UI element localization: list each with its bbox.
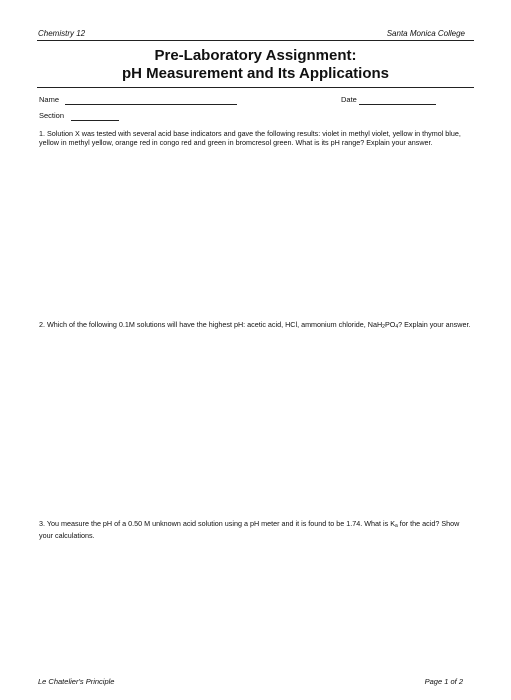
date-blank[interactable]: [359, 104, 436, 105]
question-2-subscript-2: 4: [395, 324, 399, 330]
date-label: Date: [341, 95, 357, 104]
page-title-line-2: pH Measurement and Its Applications: [122, 65, 389, 82]
question-2-text-a: 2. Which of the following 0.1M solutions will have the highest pH: acetic acid, HCl, ammonium chloride, NaH: [39, 320, 383, 329]
name-label: Name: [39, 95, 60, 104]
name-blank[interactable]: [65, 104, 237, 105]
section-label: Section: [39, 111, 65, 120]
course-header: Chemistry 12: [38, 29, 86, 38]
question-3: [39, 519, 471, 540]
footer-topic: Le Chatelier's Principle: [38, 677, 115, 686]
title-rule: [37, 87, 474, 88]
question-2-text-b: PO: [384, 320, 396, 329]
question-3-text-b: for the acid? Show your calculations.: [39, 519, 460, 541]
school-header: Santa Monica College: [386, 29, 465, 38]
question-2-subscript-1: 2: [382, 324, 385, 330]
header-rule: [37, 40, 474, 41]
page-number: Page 1 of 2: [424, 677, 463, 686]
question-1: 1. Solution X was tested with several acid base indicators and gave the following results: violet in methyl violet, yellow in thymol blue, yellow in methyl yellow, orange red in congo red and green in bromcresol green. What is its pH range? Explain your answer.: [39, 129, 461, 148]
question-2-text-c: ? Explain your answer.: [398, 320, 471, 329]
page-title-line-1: Pre-Laboratory Assignment:: [154, 47, 357, 64]
question-2: [39, 320, 471, 332]
question-3-text-a: 3. You measure the pH of a 0.50 M unknown acid solution using a pH meter and it is found to be 1.74. What is K: [39, 519, 395, 528]
section-blank[interactable]: [71, 120, 119, 121]
question-3-subscript: a: [395, 523, 398, 529]
